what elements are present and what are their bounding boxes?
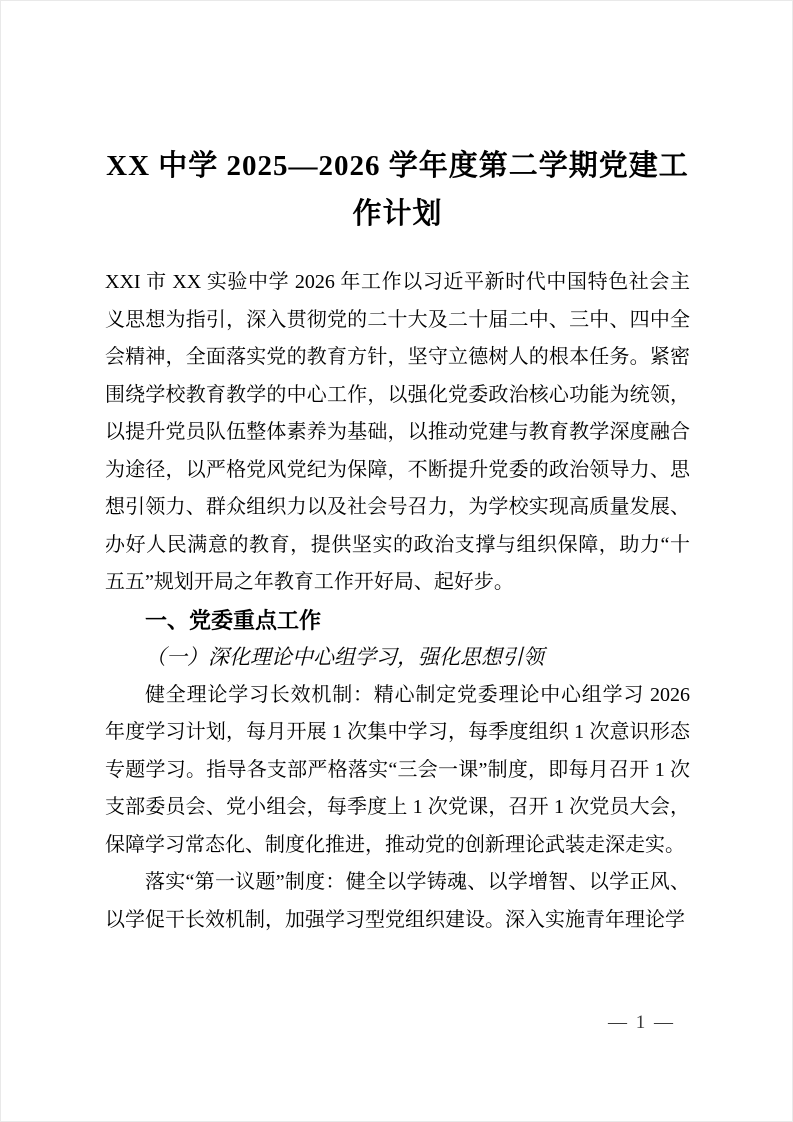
section-heading-party-committee-key-work: 一、党委重点工作 [145,607,322,633]
paragraph-first-topic-system: 落实“第一议题”制度：健全以学铸魂、以学增智、以学正风、以学促干长效机制，加强学习型党组织建设。深入实施青年理论学 [105,871,690,931]
document-content [105,1,690,939]
document-body [105,264,690,939]
paragraph-theory-learning-mechanism: 健全理论学习长效机制：精心制定党委理论中心组学习 2026 年度学习计划，每月开展 1 次集中学习，每季度组织 1 次意识形态专题学习。指导各支部严格落实“三会一课”制度，即每月召开 1 次支部委员会、党小组会，每季度上 1 次党课，召开 1 次党员大会，保障学习常态化、制度化推进，推动党的创新理论武装走深走实。 [105,683,690,856]
page-number: — 1 — [608,1012,675,1033]
document-title-line-1: XX 中学 2025—2026 学年度第二学期党建工 [106,150,689,182]
document-title-line-2: 作计划 [352,198,443,230]
intro-paragraph: XXI 市 XX 实验中学 2026 年工作以习近平新时代中国特色社会主义思想为指引，深入贯彻党的二十大及二十届二中、三中、四中全会精神，全面落实党的教育方针，坚守立德树人的根本任务。紧密围绕学校教育教学的中心工作，以强化党委政治核心功能为统领，以提升党员队伍整体素养为基础，以推动党建与教育教学深度融合为途径，以严格党风党纪为保障，不断提升党委的政治领导力、思想引领力、群众组织力以及社会号召力，为学校实现高质量发展、办好人民满意的教育，提供坚实的政治支撑与组织保障，助力“十五五”规划开局之年教育工作开好局、起好步。 [105,271,690,593]
document-title [105,142,690,238]
subsection-heading-theory-study: （一）深化理论中心组学习，强化思想引领 [145,645,544,669]
